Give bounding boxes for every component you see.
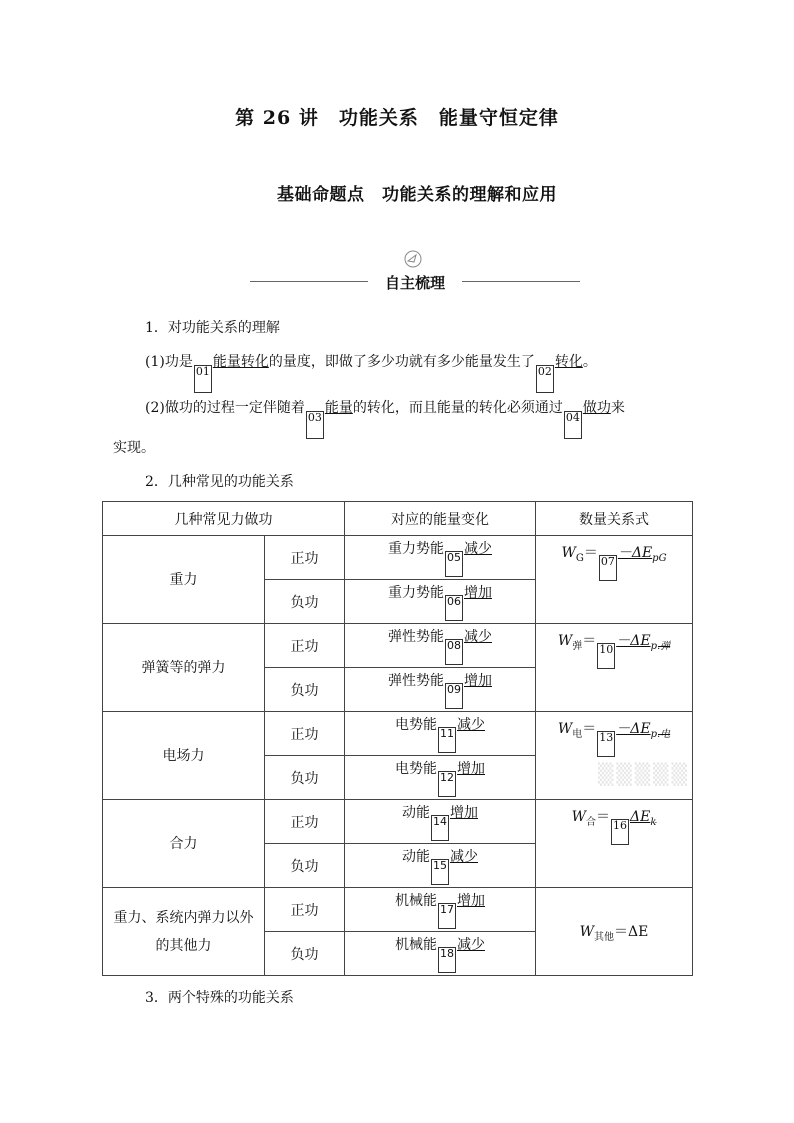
answer: 减少 — [464, 541, 492, 557]
energy-change-cell: 机械能18减少 — [345, 932, 536, 976]
work-sign-cell: 负功 — [265, 932, 345, 976]
section-subtitle: 基础命题点 功能关系的理解和应用 — [277, 185, 557, 205]
answer: 增加 — [450, 805, 478, 821]
formula-cell: $W_电=13-\Delta E_{p.电}$ — [536, 712, 693, 800]
work-sign-cell: 负功 — [265, 668, 345, 712]
answer: 增加 — [464, 673, 492, 689]
answer: 增加 — [457, 761, 485, 777]
blank-box: 14 — [431, 815, 449, 841]
formula-cell: $W_弹=10-\Delta E_{p.弹}$ — [536, 624, 693, 712]
work-energy-table — [102, 501, 693, 976]
paragraph-2: (2)做功的过程一定伴随着03能量的转化，而且能量的转化必须通过04做功来 — [145, 398, 625, 439]
answer: 增加 — [464, 585, 492, 601]
banner-caption: 自主梳理 — [384, 274, 445, 292]
energy-change-cell: 弹性势能09增加 — [345, 668, 536, 712]
energy-change-cell: 电势能11减少 — [345, 712, 536, 756]
table-row — [103, 888, 693, 932]
answer: 做功 — [582, 400, 611, 416]
energy-change-cell: 电势能12增加 — [345, 756, 536, 800]
energy-change-cell: 弹性势能08减少 — [345, 624, 536, 668]
work-sign-cell: 正功 — [265, 712, 345, 756]
table-row — [103, 536, 693, 580]
paragraph-1: (1)功是01能量转化的量度，即做了多少功就有多少能量发生了02转化。 — [145, 352, 597, 393]
blank-box: 07 — [599, 555, 617, 581]
force-cell: 合力 — [103, 800, 265, 888]
blank-box: 04 — [564, 411, 582, 439]
blank-box: 13 — [597, 731, 615, 757]
energy-change-cell: 动能14增加 — [345, 800, 536, 844]
table-header-row — [103, 502, 693, 536]
watermark: ▒▒▒▒▒ — [598, 762, 690, 786]
section-banner — [250, 248, 580, 298]
force-cell: 重力 — [103, 536, 265, 624]
page-title: 第 26 讲 功能关系 能量守恒定律 — [235, 107, 559, 129]
blank-box: 06 — [445, 595, 463, 621]
blank-box: 18 — [438, 947, 456, 973]
blank-box: 08 — [445, 639, 463, 665]
table-row — [103, 712, 693, 756]
table-row — [103, 624, 693, 668]
answer: 能量 — [324, 400, 353, 416]
work-sign-cell: 负功 — [265, 756, 345, 800]
answer: 减少 — [457, 937, 485, 953]
blank-box: 12 — [438, 771, 456, 797]
formula-cell: $W_G=07-\Delta E_{pG}$ — [536, 536, 693, 624]
energy-change-cell: 重力势能05减少 — [345, 536, 536, 580]
blank-box: 10 — [597, 643, 615, 669]
work-sign-cell: 负功 — [265, 844, 345, 888]
work-sign-cell: 正功 — [265, 624, 345, 668]
blank-box: 11 — [438, 727, 456, 753]
table-header: 数量关系式 — [536, 502, 693, 536]
energy-change-cell: 重力势能06增加 — [345, 580, 536, 624]
force-cell: 重力、系统内弹力以外的其他力 — [103, 888, 265, 976]
formula-cell: $W_{其他}=\Delta E$ — [536, 888, 693, 976]
heading-3: 3．两个特殊的功能关系 — [145, 990, 294, 1006]
blank-box: 16 — [611, 819, 629, 845]
energy-change-cell: 动能15减少 — [345, 844, 536, 888]
blank-box: 17 — [438, 903, 456, 929]
work-sign-cell: 负功 — [265, 580, 345, 624]
force-cell: 电场力 — [103, 712, 265, 800]
paragraph-2-cont: 实现。 — [113, 440, 155, 456]
blank-box: 09 — [445, 683, 463, 709]
blank-box: 02 — [536, 365, 554, 393]
formula-cell: $W_合=16\Delta E_k$ — [536, 800, 693, 888]
work-sign-cell: 正功 — [265, 800, 345, 844]
answer: 转化 — [554, 354, 583, 370]
table-header: 几种常见力做功 — [103, 502, 345, 536]
work-sign-cell: 正功 — [265, 536, 345, 580]
energy-change-cell: 机械能17增加 — [345, 888, 536, 932]
table-header: 对应的能量变化 — [345, 502, 536, 536]
work-sign-cell: 正功 — [265, 888, 345, 932]
answer: 能量转化 — [212, 354, 269, 370]
answer: 减少 — [450, 849, 478, 865]
heading-2: 2．几种常见的功能关系 — [145, 474, 294, 490]
table-row — [103, 800, 693, 844]
heading-1: 1．对功能关系的理解 — [145, 320, 280, 336]
force-cell: 弹簧等的弹力 — [103, 624, 265, 712]
answer: 减少 — [457, 717, 485, 733]
blank-box: 15 — [431, 859, 449, 885]
answer: 减少 — [464, 629, 492, 645]
banner-line-right — [462, 281, 580, 282]
leaf-icon — [400, 250, 426, 268]
blank-box: 01 — [194, 365, 212, 393]
blank-box: 05 — [445, 551, 463, 577]
blank-box: 03 — [306, 411, 324, 439]
answer: 增加 — [457, 893, 485, 909]
